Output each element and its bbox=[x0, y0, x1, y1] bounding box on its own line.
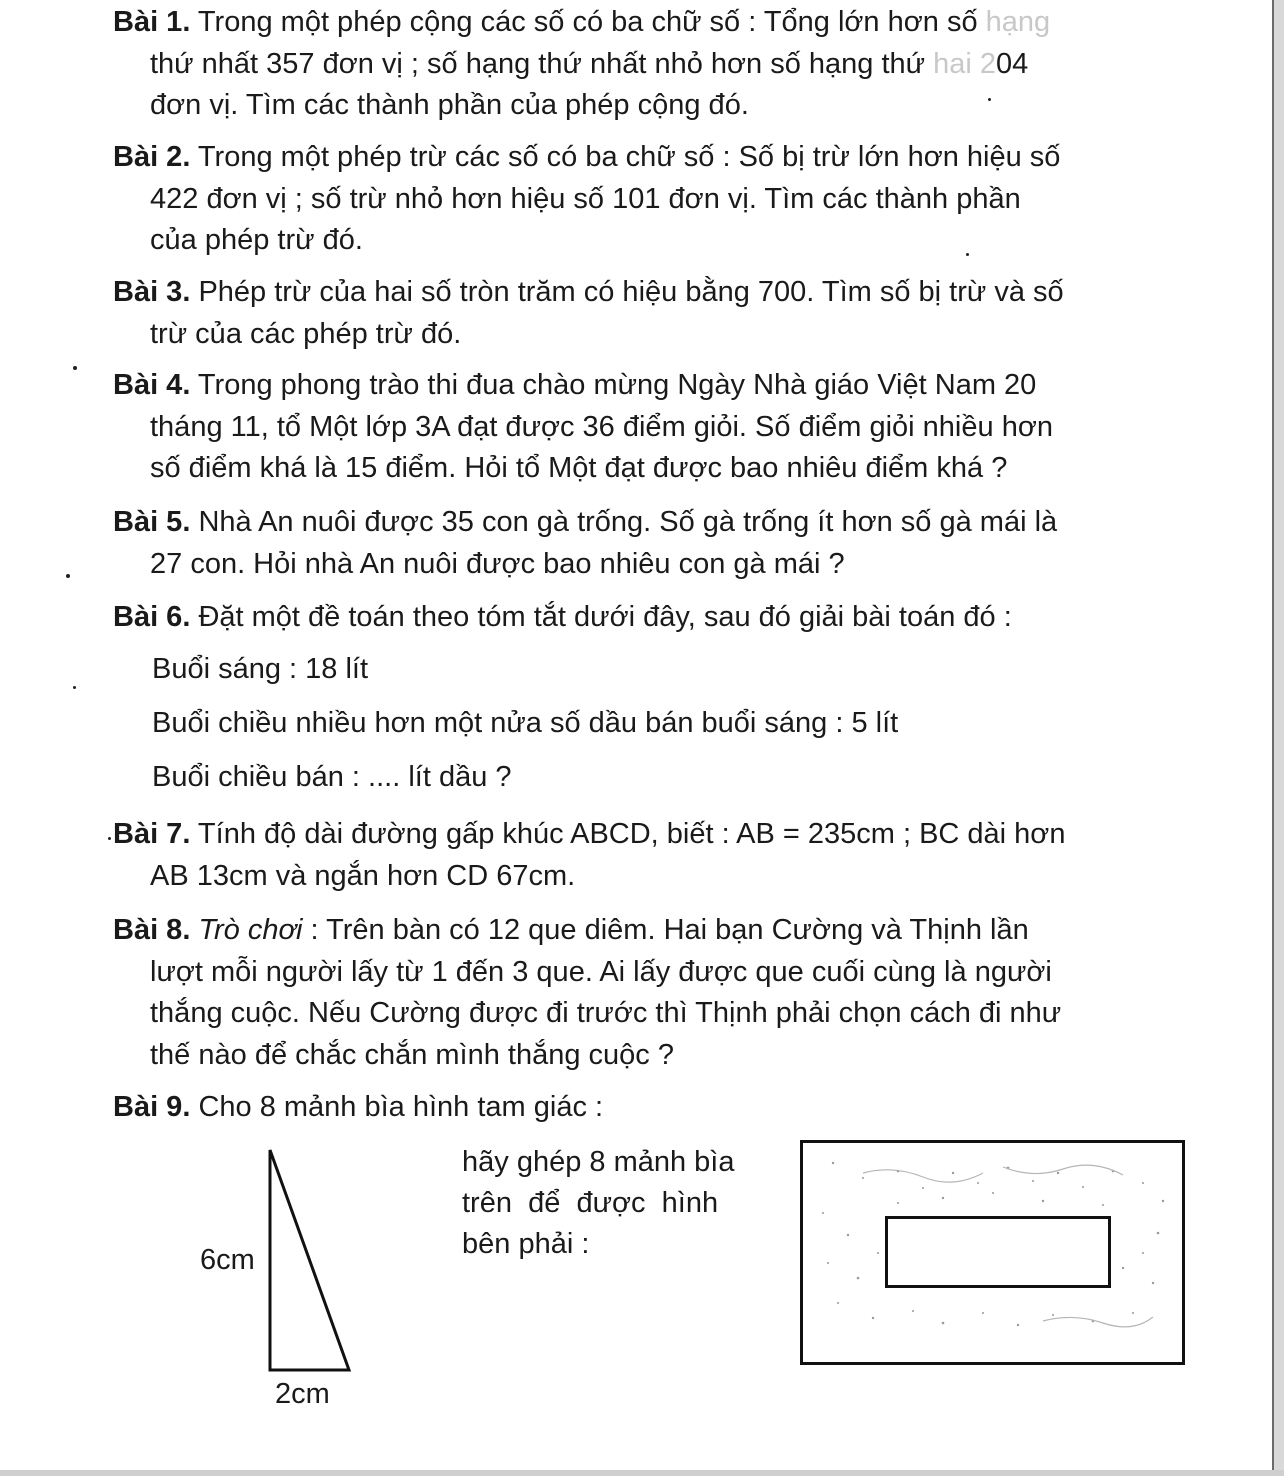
problem-text: Đặt một đề toán theo tóm tắt dưới đây, sau đó giải bài toán đó : bbox=[198, 601, 1012, 633]
summary-item-afternoon-question: Buổi chiều bán : .... lít dầu ? bbox=[152, 761, 512, 793]
triangle-figure bbox=[260, 1145, 360, 1375]
problem-text: Phép trừ của hai số tròn trăm có hiệu bằng 700. Tìm số bị trừ và số bbox=[198, 276, 1064, 308]
problem-2 bbox=[113, 137, 1060, 262]
problem-text: số điểm khá là 15 điểm. Hỏi tổ Một đạt được bao nhiêu điểm khá ? bbox=[150, 452, 1008, 484]
problem-text: 27 con. Hỏi nhà An nuôi được bao nhiêu con gà mái ? bbox=[150, 547, 845, 580]
faded-text: hạng bbox=[985, 6, 1051, 38]
problem-label: Bài 4. bbox=[113, 369, 191, 401]
scan-speck bbox=[73, 686, 76, 689]
problem-text: Tính độ dài đường gấp khúc ABCD, biết : AB = 235cm ; BC dài hơn bbox=[197, 818, 1066, 850]
problem-3 bbox=[113, 272, 1064, 355]
scan-edge-bottom bbox=[0, 1470, 1284, 1476]
problem-9 bbox=[113, 1087, 603, 1129]
problem-text: thắng cuộc. Nếu Cường được đi trước thì Thịnh phải chọn cách đi như bbox=[150, 997, 1062, 1029]
problem-text: trừ của các phép trừ đó. bbox=[150, 317, 462, 350]
problem-text: đơn vị. Tìm các thành phần của phép cộng đó. bbox=[150, 89, 749, 121]
target-figure-box bbox=[800, 1140, 1185, 1365]
summary-item-afternoon-more: Buổi chiều nhiều hơn một nửa số dầu bán buổi sáng : 5 lít bbox=[152, 707, 899, 739]
problem-text: Trong một phép trừ các số có ba chữ số : Số bị trừ lớn hơn hiệu số bbox=[197, 141, 1061, 173]
problem-text: Trong một phép cộng các số có ba chữ số : Tổng lớn hơn số bbox=[197, 6, 978, 38]
problem-label: Bài 7. bbox=[113, 818, 191, 850]
instruction-line: hãy ghép 8 mảnh bìa bbox=[462, 1146, 735, 1178]
problem-label: Bài 3. bbox=[113, 276, 191, 308]
assembly-instruction bbox=[462, 1142, 772, 1265]
summary-item-morning: Buổi sáng : 18 lít bbox=[152, 653, 369, 685]
problem-text: Trong phong trào thi đua chào mừng Ngày Nhà giáo Việt Nam 20 bbox=[197, 369, 1037, 401]
problem-text: 04 bbox=[996, 47, 1029, 80]
problem-label: Bài 6. bbox=[113, 601, 191, 633]
problem-text: thứ nhất 357 đơn vị ; số hạng thứ nhất nhỏ hơn số hạng thứ bbox=[150, 47, 926, 80]
triangle-shape bbox=[270, 1150, 349, 1370]
problem-text: Nhà An nuôi được 35 con gà trống. Số gà trống ít hơn số gà mái là bbox=[198, 506, 1058, 538]
scan-speck bbox=[73, 366, 77, 370]
problem-text: : Trên bàn có 12 que diêm. Hai bạn Cường và Thịnh lần bbox=[310, 914, 1029, 946]
triangle-height-label: 6cm bbox=[200, 1244, 255, 1276]
problem-label: Bài 9. bbox=[113, 1091, 191, 1123]
game-label: Trò chơi bbox=[198, 914, 303, 946]
scan-edge-right bbox=[1272, 0, 1284, 1476]
problem-label: Bài 8. bbox=[113, 914, 191, 946]
problem-text: thế nào để chắc chắn mình thắng cuộc ? bbox=[150, 1038, 674, 1071]
problem-label: Bài 1. bbox=[113, 6, 191, 38]
problem-text: Cho 8 mảnh bìa hình tam giác : bbox=[198, 1091, 604, 1123]
problem-6 bbox=[113, 597, 1012, 639]
problem-text: AB 13cm và ngắn hơn CD 67cm. bbox=[150, 859, 576, 892]
problem-label: Bài 2. bbox=[113, 141, 191, 173]
problem-text: tháng 11, tổ Một lớp 3A đạt được 36 điểm giỏi. Số điểm giỏi nhiều hơn bbox=[150, 410, 1053, 443]
triangle-base-label: 2cm bbox=[275, 1378, 330, 1410]
scan-speck bbox=[66, 574, 70, 578]
problem-5 bbox=[113, 502, 1057, 585]
problem-text: 422 đơn vị ; số trừ nhỏ hơn hiệu số 101 đơn vị. Tìm các thành phần bbox=[150, 182, 1021, 215]
faded-text: hai 2 bbox=[933, 47, 997, 80]
problem-8 bbox=[113, 910, 1061, 1076]
scan-speck bbox=[108, 837, 111, 840]
problem-1 bbox=[113, 2, 1050, 127]
instruction-line: bên phải : bbox=[462, 1228, 590, 1260]
target-rectangle bbox=[885, 1216, 1111, 1288]
problem-text: của phép trừ đó. bbox=[150, 224, 363, 256]
instruction-line: trên để được hình bbox=[462, 1187, 719, 1219]
problem-7 bbox=[113, 814, 1065, 897]
problem-label: Bài 5. bbox=[113, 506, 191, 538]
problem-4 bbox=[113, 365, 1053, 490]
problem-text: lượt mỗi người lấy từ 1 đến 3 que. Ai lấy được que cuối cùng là người bbox=[150, 955, 1052, 988]
